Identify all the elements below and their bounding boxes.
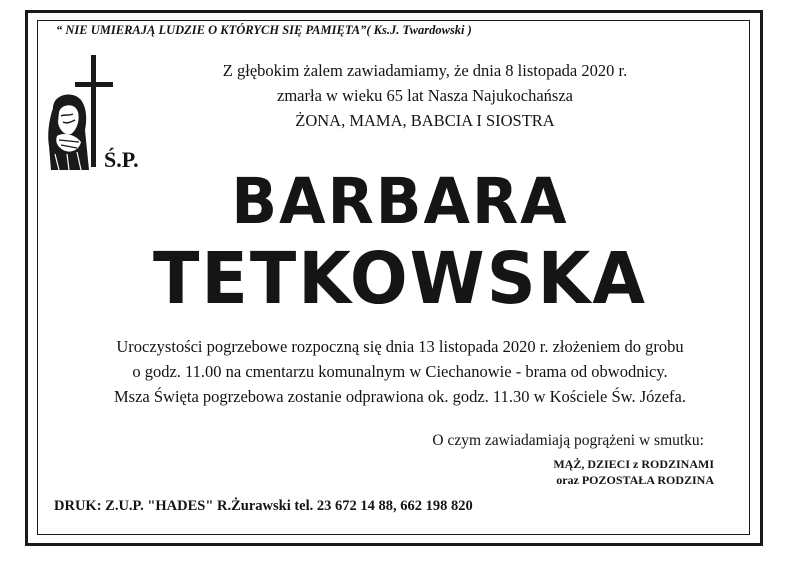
motto-quote: “ NIE UMIERAJĄ LUDZIE O KTÓRYCH SIĘ PAMIĘTA”( Ks.J. Twardowski ) [56, 23, 472, 37]
deceased-last-name: TETKOWSKA [153, 238, 647, 321]
sp-label: Ś.P. [104, 147, 139, 172]
mourners-line-1: MĄŻ, DZIECI z RODZINAMI [553, 457, 714, 471]
funeral-details [60, 334, 740, 409]
intro-line-2: zmarła w wieku 65 lat Nasza Najukochańsza [277, 86, 573, 105]
deceased-first-name: BARBARA [231, 165, 569, 239]
ceremony-line-3: Msza Święta pogrzebowa zostanie odprawiona ok. godz. 11.30 w Kościele Św. Józefa. [114, 387, 686, 406]
ceremony-line-2: o godz. 11.00 na cmentarzu komunalnym w Ciechanowie - brama od obwodnicy. [132, 362, 668, 381]
ceremony-line-1: Uroczystości pogrzebowe rozpoczną się dnia 13 listopada 2020 r. złożeniem do grobu [116, 337, 684, 356]
intro-line-1: Z głębokim żalem zawiadamiamy, że dnia 8 listopada 2020 r. [222, 61, 628, 80]
notify-line: O czym zawiadamiają pogrążeni w smutku: [432, 432, 704, 449]
printer-credit: DRUK: Z.U.P. "HADES" R.Żurawski tel. 23 672 14 88, 662 198 820 [54, 498, 473, 514]
intro-line-3: ŻONA, MAMA, BABCIA I SIOSTRA [295, 111, 555, 130]
mourners-list [553, 456, 714, 488]
announcement-intro [155, 58, 695, 133]
mourners-line-2: oraz POZOSTAŁA RODZINA [556, 473, 714, 487]
